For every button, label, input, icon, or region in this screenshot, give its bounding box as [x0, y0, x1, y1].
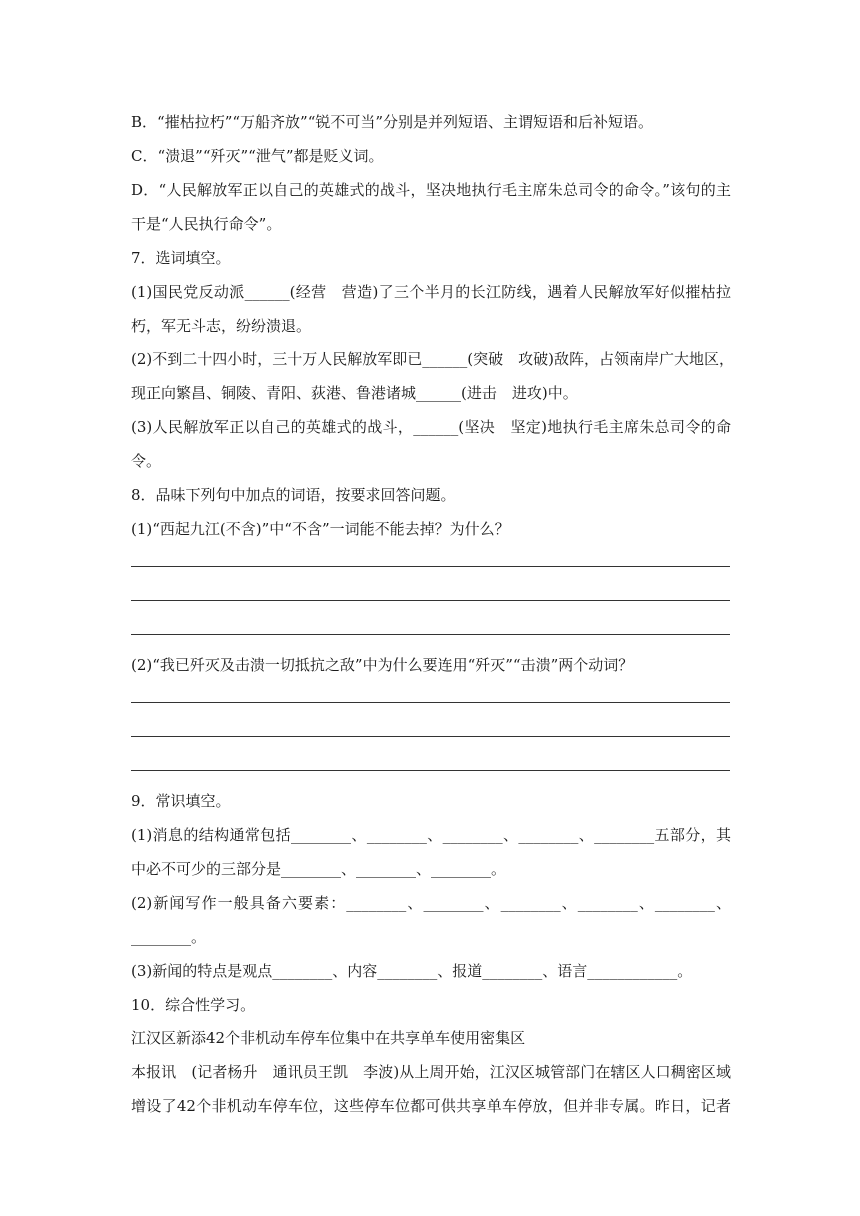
- q7-title: 7．选词填空。: [131, 249, 231, 267]
- answer-line: [131, 634, 730, 635]
- q8-item2: (2)“我已歼灭及击溃一切抵抗之敌”中为什么要连用“歼灭”“击溃”两个动词？: [131, 656, 634, 674]
- answer-line: [131, 736, 730, 737]
- q9-item1-line2: 中必不可少的三部分是________、________、________。: [131, 860, 507, 878]
- q7-item1-line1: (1)国民党反动派______(经营 营造)了三个半月的长江防线，遇着人民解放军好似摧枯拉: [131, 283, 731, 301]
- news-body-line1: 本报讯 (记者杨升 通讯员王凯 李波)从上周开始，江汉区城管部门在辖区人口稠密区域: [131, 1063, 731, 1081]
- q6-option-c: C．“溃退”“歼灭”“泄气”都是贬义词。: [131, 147, 384, 165]
- q9-title: 9．常识填空。: [131, 792, 231, 810]
- answer-line: [131, 702, 730, 703]
- q9-item2-line2: ________。: [131, 928, 207, 946]
- q6-option-d-line1: D．“人民解放军正以自己的英雄式的战斗，坚决地执行毛主席朱总司令的命令。”该句的主: [131, 181, 731, 199]
- answer-line: [131, 600, 730, 601]
- q7-item2-line1: (2)不到二十四小时，三十万人民解放军即已______(突破 攻破)敌阵，占领南岸广大地区，: [131, 350, 734, 368]
- q7-item1-line2: 朽，军无斗志，纷纷溃退。: [131, 317, 312, 335]
- news-headline: 江汉区新添42个非机动车停车位集中在共享单车使用密集区: [131, 1029, 526, 1047]
- answer-line: [131, 566, 730, 567]
- q9-item1-line1: (1)消息的结构通常包括________、________、________、________、________五部分，其: [131, 826, 731, 844]
- q6-option-b: B．“摧枯拉朽”“万船齐放”“锐不可当”分别是并列短语、主谓短语和后补短语。: [131, 113, 654, 131]
- news-body-line2: 增设了42个非机动车停车位，这些停车位都可供共享单车停放，但并非专属。昨日，记者: [131, 1097, 731, 1115]
- q8-title: 8．品味下列句中加点的词语，按要求回答问题。: [131, 486, 456, 504]
- q10-title: 10．综合性学习。: [131, 996, 256, 1014]
- q7-item3-line2: 令。: [131, 452, 162, 470]
- q9-item2-line1: (2)新闻写作一般具备六要素：________、________、________、________、________、: [131, 894, 731, 912]
- q7-item2-line2: 现正向繁昌、铜陵、青阳、荻港、鲁港诸城______(进击 进攻)中。: [131, 384, 578, 402]
- q7-item3-line1: (3)人民解放军正以自己的英雄式的战斗，______(坚决 坚定)地执行毛主席朱总司令的命: [131, 418, 731, 436]
- q9-item3: (3)新闻的特点是观点________、内容________、报道________、语言____________。: [131, 962, 693, 980]
- q8-item1: (1)“西起九江(不含)”中“不含”一词能不能去掉？为什么？: [131, 520, 510, 538]
- q6-option-d-line2: 干是“人民执行命令”。: [131, 215, 282, 233]
- answer-line: [131, 770, 730, 771]
